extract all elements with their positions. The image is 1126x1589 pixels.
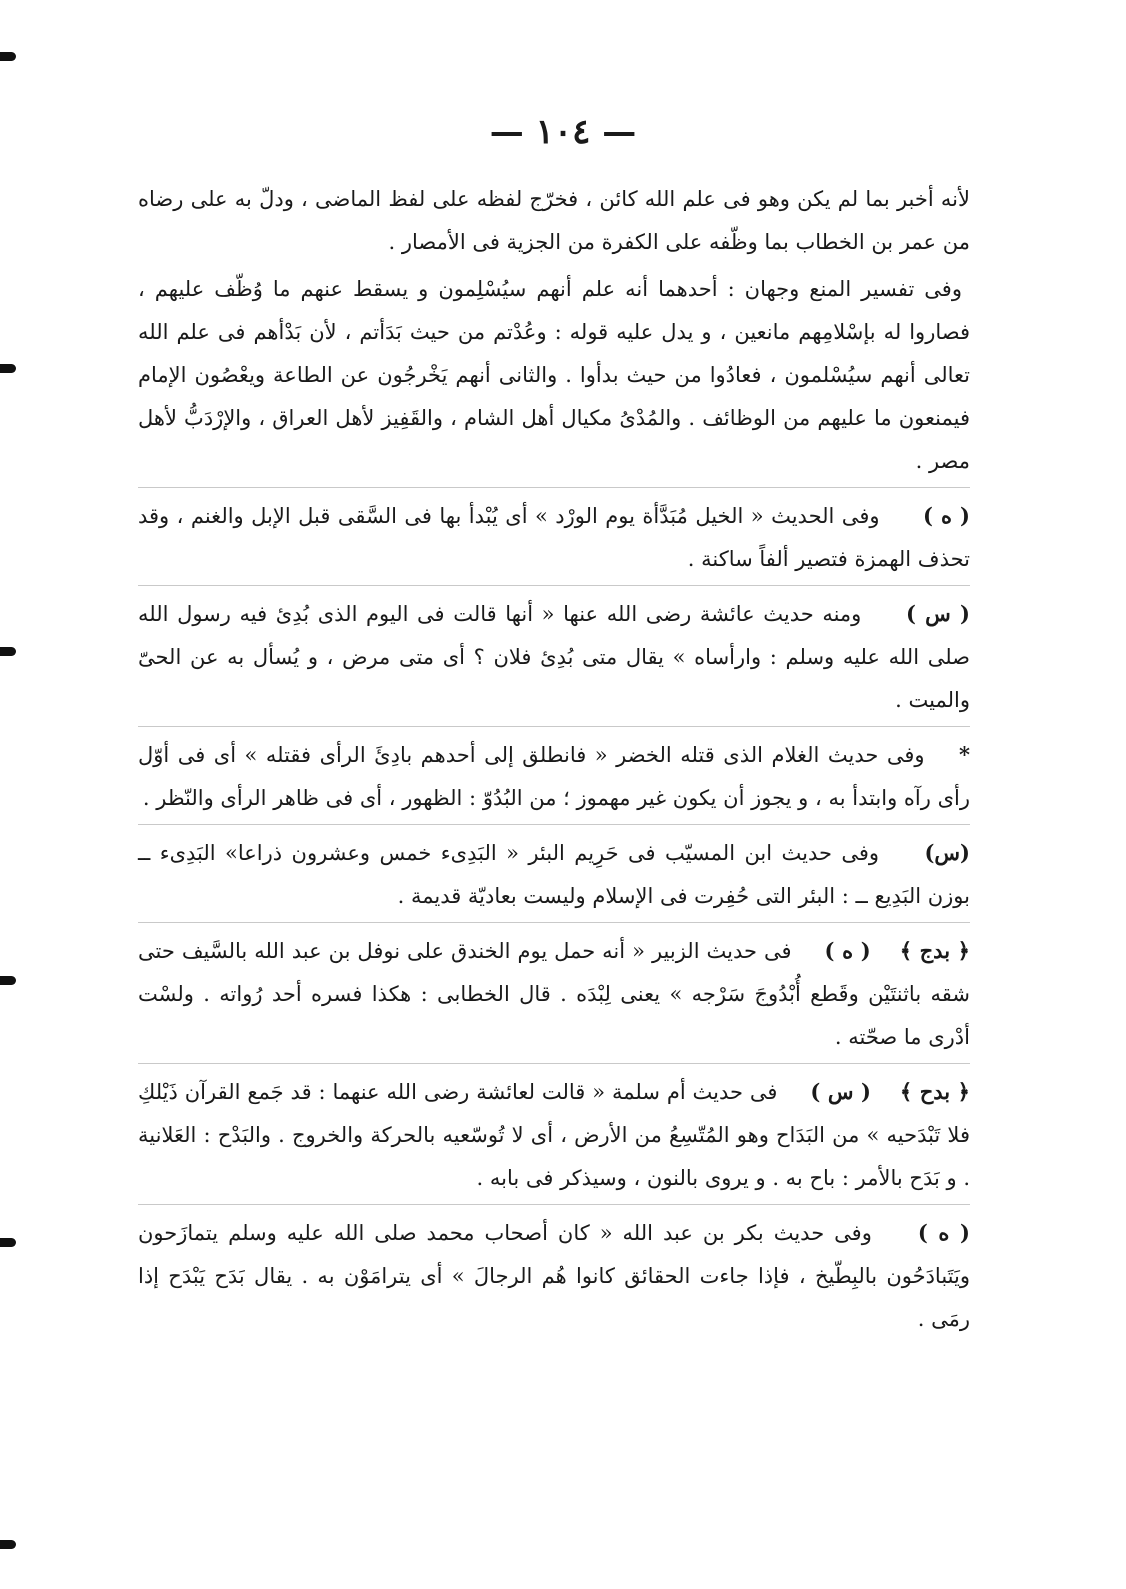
paragraph [138, 929, 970, 1059]
source-marker: ( ه ) [917, 1220, 970, 1245]
paragraph-text: وفى حديث الغلام الذى قتله الخضر « فانطلق إلى أحدهم بادِئَ الرأى فقتله » أى فى أوّل رأى رآه وابتدأ به ، و يجوز أن يكون غير مهموز ؛ من البُدُوّ : الظهور ، أى فى ظاهر الرأى والنّظر . [138, 743, 970, 810]
binding-hole-mark [0, 1540, 16, 1549]
paragraph-text: وفى حديث ابن المسيّب فى حَرِيم البئر « البَدِىء خمس وعشرون ذراعا» البَدِىء ــ بوزن البَدِيع ــ : البئر التى حُفِرت فى الإسلام وليست بعاديّة قديمة . [138, 841, 970, 908]
binding-hole-mark [0, 647, 16, 656]
paragraph-text: فى حديث الزبير « أنه حمل يوم الخندق على نوفل بن عبد الله بالسَّيف حتى شقه باثنتَيْن وقَطع أُبْدُوجَ سَرْجه » يعنى لِبْدَه . قال الخطابى : هكذا فسره أحد رُواته . ولسْت أدْرى ما صحّته . [138, 939, 970, 1049]
binding-hole-mark [0, 976, 16, 985]
divider [138, 487, 970, 488]
binding-hole-mark [0, 1238, 16, 1247]
entry-heading: ﴿ بدج ﴾ [899, 938, 970, 963]
source-marker: ( ه ) [922, 503, 970, 528]
paragraph-text: فى حديث أم سلمة « قالت لعائشة رضى الله عنهما : قد جَمع القرآن ذَيْلكِ فلا تَبْدَحيه » من البَدَاح وهو المُتّسِعُ من الأرض ، أى لا تُوسّعيه بالحركة والخروج . والبَدْح : العَلانية . و بَدَح بالأمر : باح به . و يروى بالنون ، وسيذكر فى بابه . [138, 1080, 970, 1190]
source-marker: (س) [924, 840, 970, 865]
paragraph-text: ومنه حديث عائشة رضى الله عنها « أنها قالت فى اليوم الذى بُدِئ فيه رسول الله صلى الله عليه وسلم : وارأساه » يقال متى بُدِئ فلان ؟ أى متى مرض ، و يُسأل به عن الحىّ والميت . [138, 602, 970, 712]
divider [138, 1204, 970, 1205]
source-marker: * [959, 742, 970, 767]
divider [138, 726, 970, 727]
binding-hole-mark [0, 364, 16, 373]
paragraph [138, 178, 970, 264]
source-marker: ( س ) [810, 1079, 871, 1104]
divider [138, 585, 970, 586]
entry-heading: ﴿ بدح ﴾ [899, 1079, 970, 1104]
paragraph [138, 1211, 970, 1341]
paragraph [138, 592, 970, 722]
paragraph-text: وفى تفسير المنع وجهان : أحدهما أنه علم أنهم سيُسْلِمون و يسقط عنهم ما وُظّف عليهم ، فصاروا له بإسْلامِهم مانعين ، و يدل عليه قوله : وعُدْتم من حيث بَدَأتم ، لأن بَدْأهم فى علم الله تعالى أنهم سيُسْلمون ، فعادُوا من حيث بدأوا . والثانى أنهم يَخْرجُون عن الطاعة ويعْصُون الإمام فيمنعون ما عليهم من الوظائف . والمُدْىُ مكيال أهل الشام ، والقَفِيز لأهل العراق ، والإرْدَبُّ لأهل مصر . [138, 277, 970, 473]
source-marker: ( ه ) [824, 938, 871, 963]
divider [138, 1063, 970, 1064]
paragraph-text: وفى حديث بكر بن عبد الله « كان أصحاب محمد صلى الله عليه وسلم يتمازَحون ويَتَبادَحُون بالبِطّيخ ، فإذا جاءت الحقائق كانوا هُم الرجالَ » أى يترامَوْن به . يقال بَدَح يَبْدَح إذا رمَى . [138, 1221, 970, 1331]
source-marker: ( س ) [905, 601, 970, 626]
paragraph [138, 831, 970, 918]
paragraph-text: وفى الحديث « الخيل مُبَدَّأة يوم الورْد » أى يُبْدأ بها فى السَّقى قبل الإبل والغنم ، وقد تحذف الهمزة فتصير ألفاً ساكنة . [138, 504, 970, 571]
paragraph [138, 494, 970, 581]
divider [138, 922, 970, 923]
divider [138, 824, 970, 825]
paragraph [138, 733, 970, 820]
page-number: — ١٠٤ — [489, 112, 637, 152]
binding-hole-mark [0, 52, 16, 61]
body-text [138, 178, 970, 1345]
paragraph [138, 1070, 970, 1200]
paragraph-text: لأنه أخبر بما لم يكن وهو فى علم الله كائن ، فخرّج لفظه على لفظ الماضى ، ودلّ به على رضاه من عمر بن الخطاب بما وظّفه على الكفرة من الجزية فى الأمصار . [138, 187, 970, 254]
paragraph [138, 268, 970, 483]
